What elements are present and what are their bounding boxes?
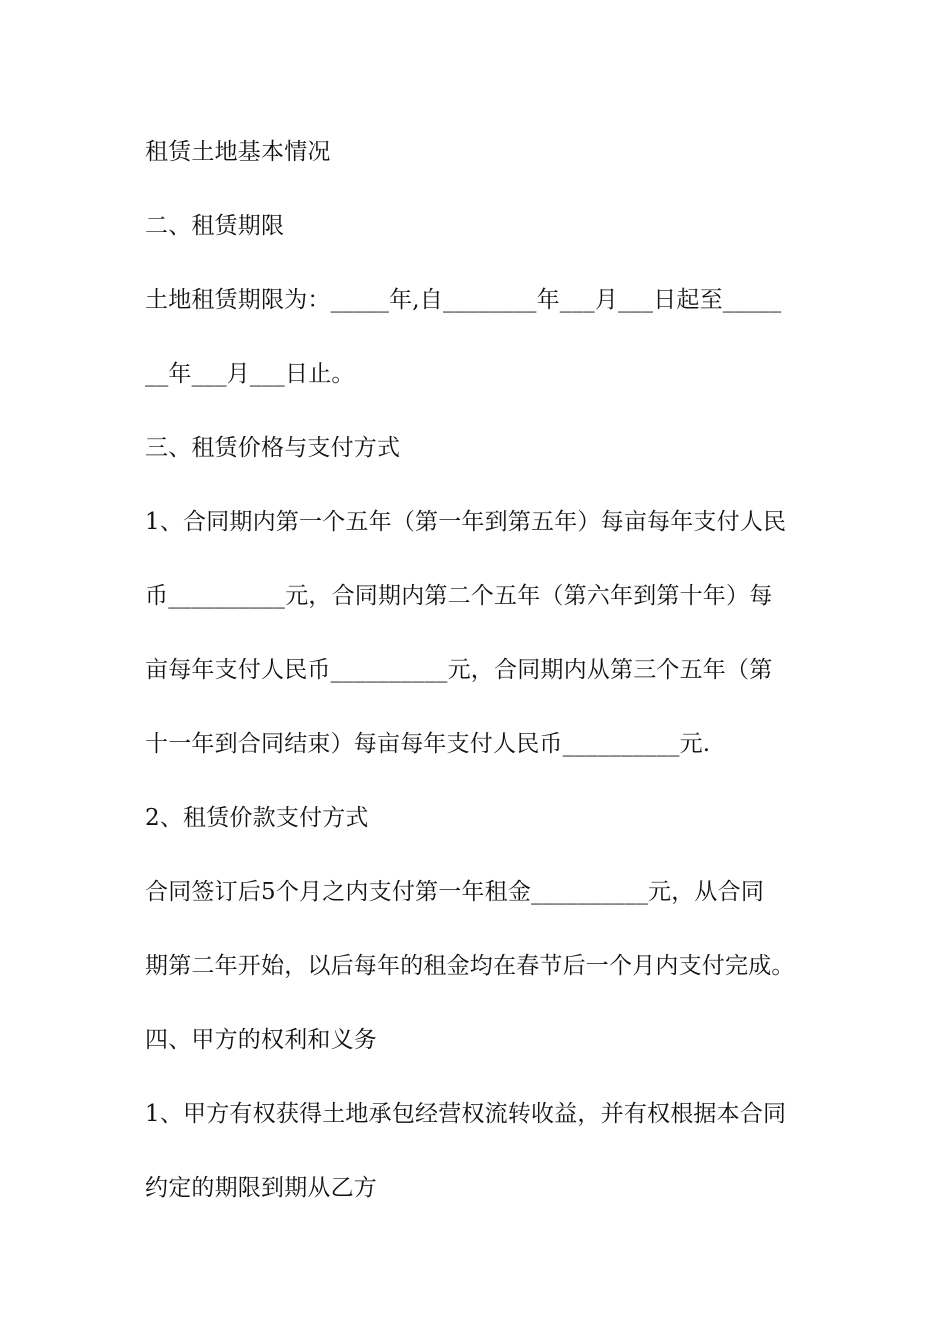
section-heading-party-a-rights: 四、甲方的权利和义务 [145, 1027, 377, 1053]
paragraph-party-a-line-1: 1、甲方有权获得土地承包经营权流转收益，并有权根据本合同 [145, 1101, 787, 1127]
paragraph-price-line-2: 币__________元，合同期内第二个五年（第六年到第十年）每 [145, 583, 773, 609]
paragraph-price-line-4: 十一年到合同结束）每亩每年支付人民币__________元. [145, 731, 711, 757]
paragraph-lease-term-line-2: __年___月___日止。 [145, 361, 355, 387]
paragraph-price-line-3: 亩每年支付人民币__________元，合同期内从第三个五年（第 [145, 657, 773, 683]
paragraph-lease-term-line-1: 土地租赁期限为：_____年,自________年___月___日起至_____ [145, 287, 782, 313]
section-heading-land-info: 租赁土地基本情况 [145, 139, 331, 165]
paragraph-price-line-1: 1、合同期内第一个五年（第一年到第五年）每亩每年支付人民 [145, 509, 787, 535]
subheading-payment-method: 2、租赁价款支付方式 [145, 805, 369, 831]
paragraph-payment-line-1: 合同签订后5个月之内支付第一年租金__________元，从合同 [145, 879, 765, 905]
paragraph-payment-line-2: 期第二年开始，以后每年的租金均在春节后一个月内支付完成。 [145, 953, 795, 979]
paragraph-party-a-line-2: 约定的期限到期从乙方 [145, 1175, 377, 1201]
section-heading-lease-term: 二、租赁期限 [145, 213, 285, 239]
document-body [145, 128, 815, 1238]
section-heading-price-payment: 三、租赁价格与支付方式 [145, 435, 401, 461]
